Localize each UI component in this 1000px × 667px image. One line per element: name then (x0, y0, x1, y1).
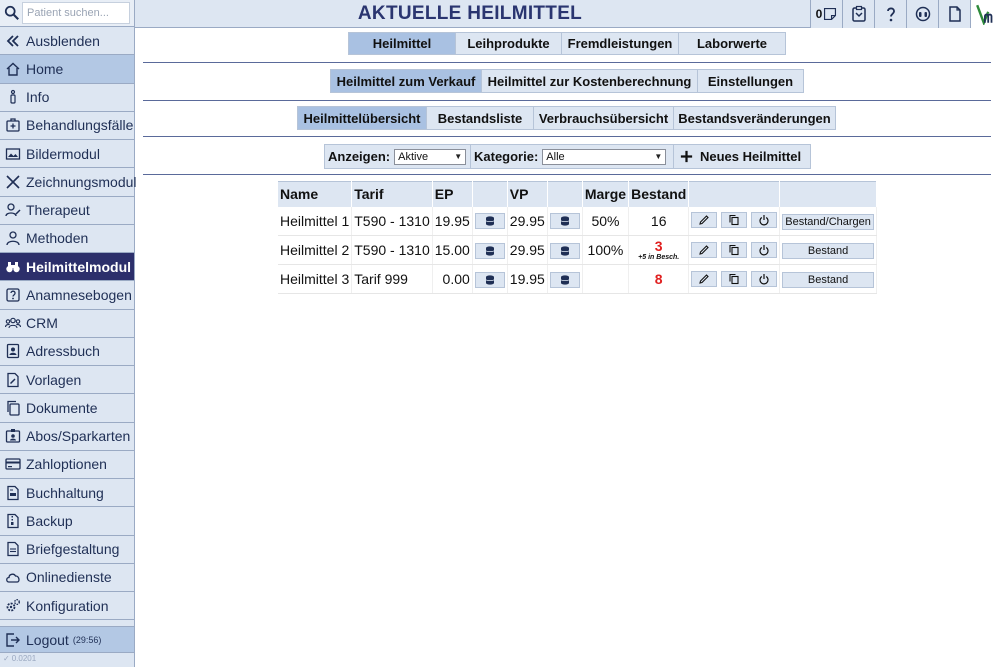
sidebar-item-label: Vorlagen (26, 371, 82, 388)
cell-bestand-action (780, 207, 877, 236)
sidebar-item-label: Buchhaltung (26, 484, 104, 501)
file-icon (946, 5, 964, 23)
search-icon[interactable] (4, 4, 20, 22)
coins-icon (559, 245, 571, 257)
col-vp-action (547, 182, 582, 207)
cell-tarif: Tarif 999 (352, 265, 433, 294)
sticky-note-icon (823, 7, 837, 21)
check-icon: ✓ (3, 654, 10, 663)
sidebar-item-label: CRM (26, 315, 58, 332)
sidebar-item-methoden[interactable] (0, 225, 134, 253)
cell-ep-action (472, 207, 507, 236)
version-info (3, 654, 36, 663)
power-icon (758, 214, 770, 226)
new-heilmittel-button[interactable] (674, 145, 810, 168)
kategorie-select[interactable] (542, 149, 666, 165)
deactivate-button[interactable] (751, 271, 777, 287)
file-edit-icon (5, 372, 21, 388)
image-icon (5, 146, 21, 162)
clipboard-button[interactable] (842, 0, 874, 28)
deactivate-button[interactable] (751, 242, 777, 258)
notification-count: 0 (815, 7, 823, 21)
bestand-button[interactable]: Bestand (782, 272, 874, 288)
binoculars-icon (5, 259, 21, 275)
cell-name: Heilmittel 1 (278, 207, 352, 236)
question-icon (882, 5, 900, 23)
cell-ep: 19.95 (432, 207, 472, 236)
coins-icon (484, 245, 496, 257)
edit-button[interactable] (691, 212, 717, 228)
anzeigen-select[interactable] (394, 149, 466, 165)
coins-icon (559, 274, 571, 286)
cell-bestand-action (780, 236, 877, 265)
cell-vp-action (547, 236, 582, 265)
sidebar-item-label: Behandlungsfälle (26, 117, 134, 134)
anzeigen-value: Aktive (398, 150, 429, 163)
cell-bestand-action (780, 265, 877, 294)
help-button[interactable] (874, 0, 906, 28)
sidebar-item-konfiguration[interactable] (0, 592, 134, 620)
app-logo[interactable] (970, 0, 1000, 28)
cell-vp: 29.95 (507, 207, 547, 236)
filter-bar (324, 144, 811, 169)
tab-bestandsliste[interactable]: Bestandsliste (427, 107, 534, 129)
cell-name: Heilmittel 3 (278, 265, 352, 294)
sidebar-item-heilmittelmodul[interactable] (0, 253, 134, 281)
pencil-icon (698, 214, 710, 226)
cell-tarif: T590 - 1310 (352, 207, 433, 236)
tab-bestandsveraenderungen[interactable]: Bestandsveränderungen (678, 110, 831, 126)
sidebar-item-buchhaltung[interactable] (0, 479, 134, 507)
sidebar-item-label: Konfiguration (26, 597, 109, 614)
sidebar-item-label: Abos/Sparkarten (26, 428, 131, 445)
vp-calc-button[interactable] (550, 213, 580, 229)
sidebar-item-zeichnungsmodul[interactable] (0, 168, 137, 196)
table-row (278, 236, 877, 265)
heilmittel-table (278, 181, 877, 294)
bestand-button[interactable]: Bestand (782, 243, 874, 259)
ep-calc-button[interactable] (475, 213, 505, 229)
coins-icon (484, 274, 496, 286)
sidebar-item-briefgestaltung[interactable] (0, 536, 134, 564)
sidebar-item-crm[interactable] (0, 310, 134, 338)
cell-actions (689, 207, 780, 236)
sidebar-item-info[interactable] (0, 84, 134, 112)
power-icon (758, 273, 770, 285)
cell-bestand (629, 265, 689, 294)
sidebar-item-label: Info (26, 89, 50, 106)
vp-calc-button[interactable] (550, 272, 580, 288)
support-button[interactable] (906, 0, 938, 28)
power-icon (758, 244, 770, 256)
address-book-icon (5, 343, 21, 359)
cell-vp-action (547, 207, 582, 236)
sidebar-item-home[interactable] (0, 55, 134, 83)
tab-leihprodukte[interactable]: Leihprodukte (456, 33, 562, 54)
medkit-icon (5, 117, 21, 133)
sidebar-item-vorlagen[interactable] (0, 366, 134, 394)
users-icon (5, 315, 21, 331)
tab-heilmittel-zur-kostenberechnung[interactable]: Heilmittel zur Kostenberechnung (482, 70, 698, 92)
ep-calc-button[interactable] (475, 272, 505, 288)
sign-out-icon (5, 632, 21, 648)
sidebar-item-label: Zahloptionen (26, 456, 107, 473)
sidebar-item-anamnesebogen[interactable] (0, 281, 134, 309)
file-alt-icon (5, 541, 21, 557)
patient-search-input[interactable] (22, 2, 130, 24)
tab-laborwerte[interactable]: Laborwerte (696, 36, 768, 51)
logout-button[interactable] (0, 626, 134, 653)
sidebar-item-label: Adressbuch (26, 343, 100, 360)
cell-marge: 50% (582, 207, 628, 236)
sidebar-item-label: Onlinedienste (26, 569, 112, 586)
cogs-icon (5, 598, 21, 614)
sub-tabs (330, 69, 804, 93)
sidebar-item-zahloptionen[interactable] (0, 451, 134, 479)
separator (143, 174, 991, 175)
info-icon (5, 89, 21, 105)
sidebar-item-abos-sparkarten[interactable] (0, 423, 134, 451)
edit-button[interactable] (691, 242, 717, 258)
cell-ep-action (472, 236, 507, 265)
sidebar-item-label: Dokumente (26, 399, 98, 416)
sidebar-item-label: Anamnesebogen (26, 286, 132, 303)
table-header-row (278, 182, 877, 207)
logout-label: Logout (26, 631, 69, 648)
duplicate-button[interactable] (721, 242, 747, 258)
kategorie-value: Alle (546, 150, 565, 163)
col-vp: VP (507, 182, 547, 207)
col-ep: EP (432, 182, 472, 207)
copy-icon (5, 400, 21, 416)
sidebar-item-label: Therapeut (26, 202, 90, 219)
cloud-icon (5, 569, 21, 585)
bestand-value: 8 (654, 271, 663, 287)
cell-tarif: T590 - 1310 (352, 236, 433, 265)
user-edit-icon (5, 202, 21, 218)
sidebar-item-label: Ausblenden (26, 32, 100, 49)
clipboard-icon (850, 5, 868, 23)
copy-icon (728, 214, 740, 226)
cell-ep: 0.00 (432, 265, 472, 294)
cell-actions (689, 265, 780, 294)
plus-icon (679, 149, 694, 164)
coins-icon (559, 215, 571, 227)
sidebar-item-label: Backup (26, 512, 73, 529)
pencil-icon (698, 273, 710, 285)
kategorie-label: Kategorie: (474, 149, 539, 164)
sidebar-item-behandlungsfaelle[interactable] (0, 112, 134, 140)
sidebar-item-label: Methoden (26, 230, 89, 247)
sidebar-item-label: Zeichnungsmodul (26, 173, 137, 190)
view-tabs (297, 106, 836, 130)
sidebar-item-label: Briefgestaltung (26, 541, 120, 558)
deactivate-button[interactable] (751, 212, 777, 228)
copy-icon (728, 273, 740, 285)
table-row (278, 265, 877, 294)
tab-verbrauchsuebersicht[interactable]: Verbrauchsübersicht (534, 107, 674, 129)
cell-bestand (629, 207, 689, 236)
ep-calc-button[interactable] (475, 243, 505, 259)
duplicate-button[interactable] (721, 271, 747, 287)
sidebar-item-ausblenden[interactable] (0, 27, 134, 55)
sidebar (0, 0, 135, 667)
patient-search (0, 0, 134, 27)
home-icon (5, 61, 21, 77)
col-ep-action (472, 182, 507, 207)
dropdown-arrow-icon: ▼ (454, 152, 463, 161)
sidebar-item-label: Heilmittelmodul (26, 258, 132, 275)
sidebar-item-label: Home (26, 60, 64, 77)
main-tabs (348, 32, 786, 55)
edit-button[interactable] (691, 271, 717, 287)
separator (143, 100, 991, 101)
sidebar-item-label: Bildermodul (26, 145, 100, 162)
sidebar-item-onlinedienste[interactable] (0, 564, 134, 592)
double-chevron-left-icon (5, 33, 21, 49)
question-square-icon (5, 287, 21, 303)
copy-icon (728, 244, 740, 256)
tab-fremdleistungen[interactable]: Fremdleistungen (562, 33, 679, 54)
app-logo-icon (975, 3, 997, 25)
col-name: Name (278, 182, 352, 207)
tab-heilmitteluebersicht[interactable]: Heilmittelübersicht (298, 107, 427, 129)
tab-heilmittel[interactable]: Heilmittel (349, 33, 456, 54)
file-invoice-icon (5, 485, 21, 501)
notifications-button[interactable] (810, 0, 842, 28)
col-marge: Marge (582, 182, 628, 207)
version-label: 0.0201 (11, 654, 37, 663)
sidebar-item-backup[interactable] (0, 507, 134, 535)
kategorie-filter (471, 145, 674, 168)
coins-icon (484, 215, 496, 227)
cell-marge (582, 265, 628, 294)
bestand-chargen-button[interactable]: Bestand/Chargen (782, 214, 874, 230)
header-toolbar (810, 0, 1000, 28)
col-bestand: Bestand (629, 182, 689, 207)
separator (143, 62, 991, 63)
col-bestand-action (780, 182, 877, 207)
bestand-value: 16 (650, 212, 667, 229)
credit-card-icon (5, 456, 21, 472)
new-heilmittel-label: Neues Heilmittel (700, 149, 802, 164)
table-row (278, 207, 877, 236)
anzeigen-filter (325, 145, 471, 168)
top-header (135, 0, 1000, 28)
sidebar-item-therapeut[interactable] (0, 197, 134, 225)
cell-marge: 100% (582, 236, 628, 265)
drawing-tools-icon (5, 174, 21, 190)
cell-vp: 19.95 (507, 265, 547, 294)
dropdown-arrow-icon: ▼ (654, 152, 663, 161)
duplicate-button[interactable] (721, 212, 747, 228)
sidebar-item-bildermodul[interactable] (0, 140, 134, 168)
sidebar-item-adressbuch[interactable] (0, 338, 134, 366)
session-timer: (29:56) (72, 634, 102, 645)
page-title: AKTUELLE HEILMITTEL (357, 3, 583, 24)
tab-heilmittel-zum-verkauf[interactable]: Heilmittel zum Verkauf (331, 70, 482, 92)
user-tie-icon (5, 230, 21, 246)
cell-ep-action (472, 265, 507, 294)
vp-calc-button[interactable] (550, 243, 580, 259)
document-button[interactable] (938, 0, 970, 28)
headset-icon (914, 5, 932, 23)
file-archive-icon (5, 513, 21, 529)
separator (143, 136, 991, 137)
id-card-icon (5, 428, 21, 444)
cell-ep: 15.00 (432, 236, 472, 265)
bestand-value: 3 (654, 238, 663, 254)
col-tarif: Tarif (352, 182, 433, 207)
cell-actions (689, 236, 780, 265)
sidebar-item-dokumente[interactable] (0, 394, 134, 422)
pencil-icon (698, 244, 710, 256)
cell-vp: 29.95 (507, 236, 547, 265)
tab-einstellungen[interactable]: Einstellungen (707, 73, 794, 89)
cell-bestand (629, 236, 689, 265)
bestand-note: +5 in Besch. (638, 254, 680, 261)
col-actions (689, 182, 780, 207)
cell-vp-action (547, 265, 582, 294)
cell-name: Heilmittel 2 (278, 236, 352, 265)
anzeigen-label: Anzeigen: (328, 149, 391, 164)
